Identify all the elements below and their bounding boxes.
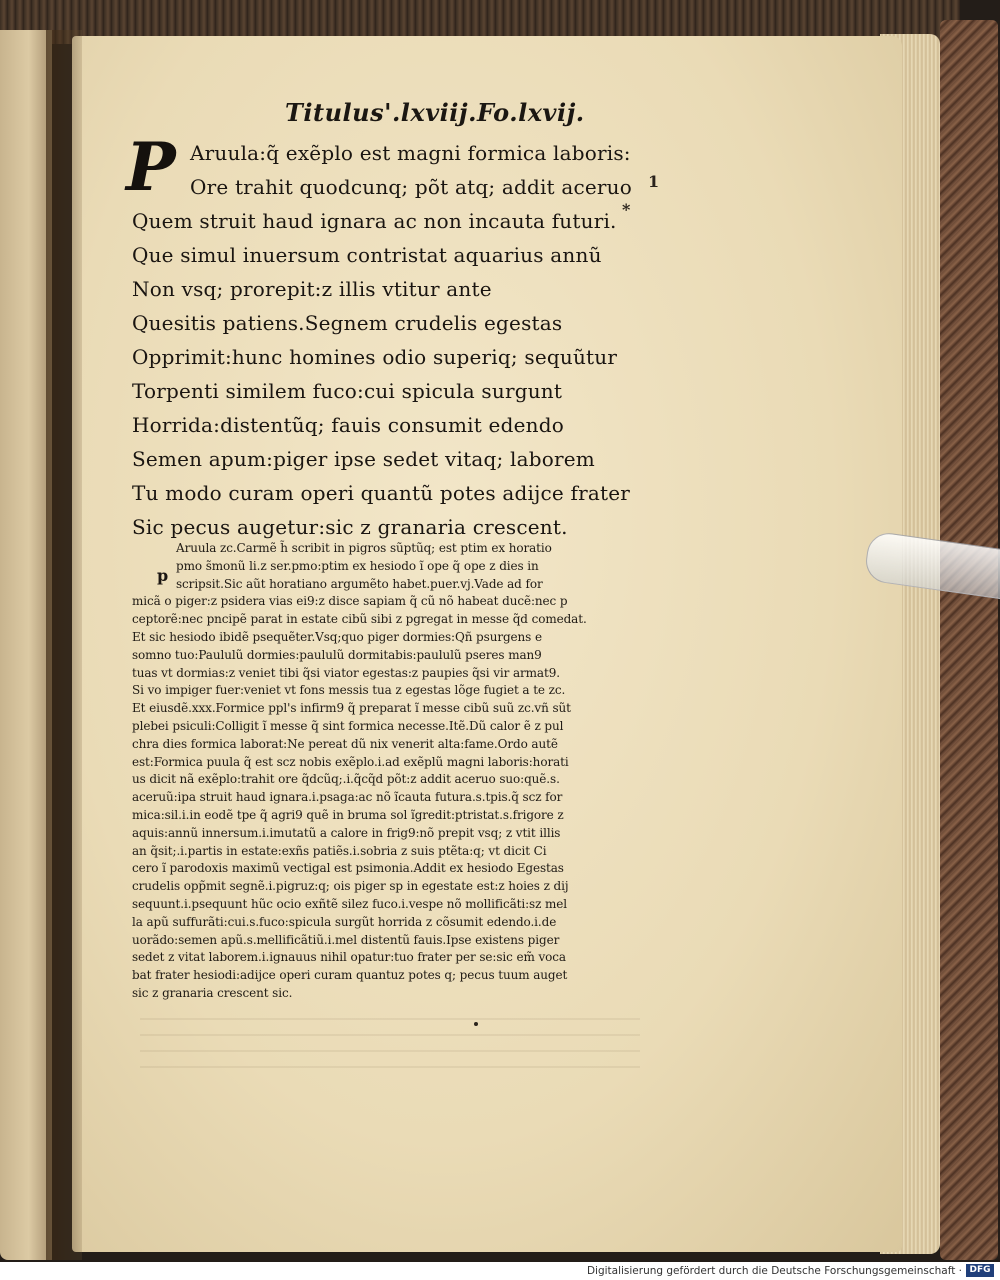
commentary-line: micã o piger:z psidera vias ei9:z disce sapiam q̃ cũ nõ habeat ducẽ:nec p bbox=[132, 594, 568, 609]
commentary-line: Et sic hesiodo ibidẽ psequẽter.Vsq;quo piger dormies:Qñ psurgens e bbox=[132, 629, 542, 644]
book-cover-right bbox=[940, 20, 998, 1260]
margin-mark: 1 bbox=[648, 172, 660, 191]
commentary-line: la apũ suffurãti:cui.s.fuco:spicula surgũt horrida z cõsumit edendo.i.de bbox=[132, 914, 557, 929]
commentary-line: Si vo impiger fuer:veniet vt fons messis tua z egestas lõge fugiet a te zc. bbox=[132, 683, 566, 698]
verse-line: Tu modo curam operi quantũ potes adijce frater bbox=[132, 481, 631, 505]
commentary-line: Et eiusdẽ.xxx.Formice ppl's infirm9 q̃ preparat ĩ messe cibũ suũ zc.vñ sũt bbox=[132, 701, 571, 716]
verse-line: Ore trahit quodcunq; põt atq; addit aceruo bbox=[190, 175, 632, 199]
commentary-line: chra dies formica laborat:Ne pereat dũ nix venerit alta:fame.Ordo autẽ bbox=[132, 736, 558, 751]
commentary-line: sedet z vitat laborem.i.ignauus nihil opatur:tuo frater per se:sic em̃ voca bbox=[132, 950, 566, 965]
verse-line: Quesitis patiens.Segnem crudelis egestas bbox=[132, 311, 563, 335]
commentary-line: bat frater hesiodi:adijce operi curam quantuz potes q; pecus tuum auget bbox=[132, 968, 568, 983]
commentary-block bbox=[132, 540, 692, 1003]
commentary-line: an q̃sit;.i.partis in estate:exñs patiẽs.i.sobria z suis ptẽta:q; vt dicit Ci bbox=[132, 843, 547, 858]
margin-mark: * bbox=[622, 200, 631, 219]
verse-line: Sic pecus augetur:sic z granaria crescent. bbox=[132, 515, 568, 539]
commentary-line: crudelis opp̃mit segnẽ.i.pigruz:q; ois piger sp in egestate est:z hoies z dij bbox=[132, 879, 569, 894]
commentary-line: aceruũ:ipa struit haud ignara.i.psaga:ac nõ ĩcauta futura.s.tpis.q̃ scz for bbox=[132, 790, 563, 805]
commentary-line: scripsit.Sic aũt horatiano argumẽto habet.puer.vj.Vade ad for bbox=[176, 576, 543, 591]
commentary-line: somno tuo:Paululũ dormies:paululũ dormitabis:paululũ pseres man9 bbox=[132, 647, 542, 662]
left-page-edge bbox=[0, 30, 52, 1260]
verse-line: Que simul inuersum contristat aquarius annũ bbox=[132, 243, 602, 267]
commentary-line: pmo s̃monũ li.z ser.pmo:ptim ex hesiodo ĩ ope q̃ ope z dies in bbox=[176, 558, 539, 573]
commentary-line: us dicit nã exẽplo:trahit ore q̃dcũq;.i.q̃cq̃d põt:z addit aceruo suo:quẽ.s. bbox=[132, 772, 560, 787]
verse-line: Horrida:distentũq; fauis consumit edendo bbox=[132, 413, 564, 437]
verse-block bbox=[132, 136, 672, 544]
verse-line: Aruula:q̃ exẽplo est magni formica laboris: bbox=[190, 141, 631, 165]
commentary-initial: p bbox=[157, 566, 169, 585]
commentary-line: tuas vt dormias:z veniet tibi q̃si viator egestas:z paupies q̃si vir armat9. bbox=[132, 665, 560, 680]
commentary-line: sic z granaria crescent sic. bbox=[132, 985, 293, 1000]
verse-line: Torpenti similem fuco:cui spicula surgunt bbox=[132, 379, 563, 403]
commentary-line: Aruula zc.Carmẽ h̃ scribit in pigros sũptũq; est ptim ex horatio bbox=[176, 541, 552, 555]
commentary-line: ceptorẽ:nec pncipẽ parat in estate cibũ sibi z pgregat in messe q̃d comedat. bbox=[132, 612, 587, 627]
funding-credit: Digitalisierung gefördert durch die Deutsche Forschungsgemeinschaft · bbox=[586, 1265, 962, 1277]
spine-shadow bbox=[46, 30, 82, 1260]
commentary-line: uorãdo:semen apũ.s.mellificãtiũ.i.mel distentũ fauis.Ipse existens piger bbox=[132, 932, 560, 947]
commentary-line: aquis:annũ innersum.i.imutatũ a calore in frig9:nõ prepit vsq; z vtit illis bbox=[132, 825, 561, 840]
show-through-text bbox=[140, 1018, 640, 1078]
commentary-line: sequunt.i.psequunt hũc ocio exñtẽ silez fuco.i.vespe nõ mollificãti:sz mel bbox=[132, 896, 568, 911]
commentary-line: mica:sil.i.in eodẽ tpe q̃ agri9 quẽ in bruma sol ĩgredit:ptristat.s.frigore z bbox=[132, 807, 564, 822]
verse-line: Semen apum:piger ipse sedet vitaq; laborem bbox=[132, 447, 595, 471]
running-header: Titulus'.lxviij.Fo.lxvij. bbox=[285, 98, 585, 127]
drop-initial: P bbox=[126, 128, 176, 206]
commentary-line: est:Formica puula q̃ est scz nobis exẽplo.i.ad exẽplũ magni laboris:horati bbox=[132, 754, 569, 769]
dfg-logo: DFG bbox=[966, 1264, 994, 1277]
verse-line: Opprimit:hunc homines odio superiq; sequũtur bbox=[132, 345, 618, 369]
commentary-line: plebei psiculi:Colligit ĩ messe q̃ sint formica necesse.Itẽ.Dũ calor ẽ z pul bbox=[132, 718, 564, 733]
commentary-line: cero ĩ parodoxis maximũ vectigal est psimonia.Addit ex hesiodo Egestas bbox=[132, 861, 564, 876]
verse-line: Quem struit haud ignara ac non incauta futuri. bbox=[132, 209, 617, 233]
verse-line: Non vsq; prorepit:z illis vtitur ante bbox=[132, 277, 492, 301]
